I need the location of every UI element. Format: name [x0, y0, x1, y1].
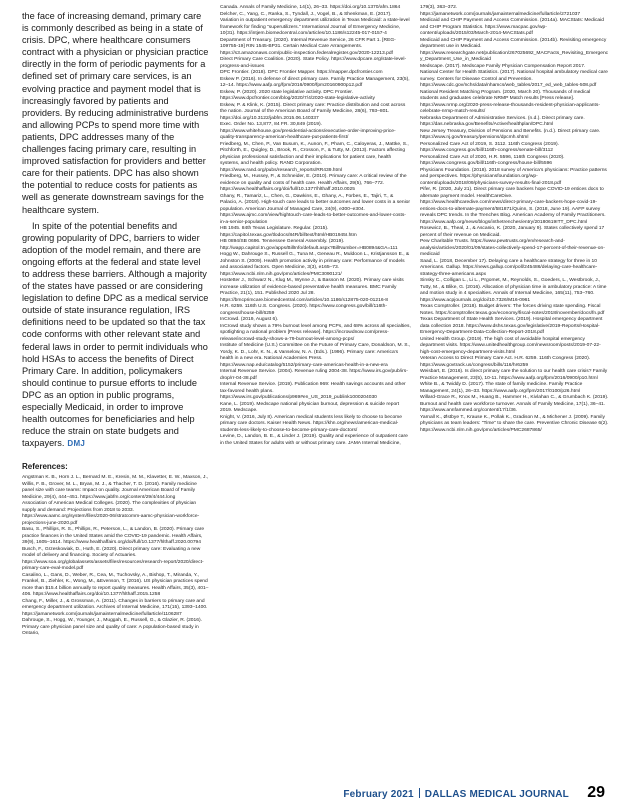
reference-item: Saad, L. (2018, December 17). Delaying care a healthcare strategy for three in 10 Americans. Gallup. https://news.gallup.com/poll/245486/delaying-care-healthcare-strategy-three-americans.aspx — [420, 258, 598, 277]
reference-item: Eskew, P. (2020). 2020 state legislative activity. DPC Frontier. https://www.dpcfrontier.com/blog/2020/7/4/2020-state-legislative-activity — [220, 89, 375, 101]
reference-item: Veteran Access to Direct Primary Care Act. H.R. 6259. 116th Congress (2020). https://www.govtrack.us/congress/bills/116/hr6259 — [420, 356, 591, 368]
reference-item: Eskew, P. & Klink, K. (2015). Direct primary care: Practice distribution and cost across the nation. Journal of the American Board of Family Medicine, 28(6), 793–801. https://doi.org/10.3122/jabfm.2015.06.140337 — [220, 102, 406, 121]
reference-item: H.R. 6259. 116th U.S. Congress. (2020). https://www.congress.gov/bill/116th-congress/house-bill/6259 — [220, 304, 387, 316]
reference-item: Department of Treasury. (2020). Internal Revenue Service, 26 CFR Part 1. [REG-109755-19] RIN 1545-BP31. Certain Medical Care Arrangements. https://s3.amazonaws.com/public-inspection.federalregister.gov/2020-12213.pdf — [220, 37, 396, 56]
reference-item: InCrowd study shows a 79% burnout level among PCPs, and 68% across all specialties, spotlighting a national problem [Press release]. https://incrowdnow.com/press-release/incrowd-study-shows-a-79-burnout-level-among-pcps/ — [220, 323, 411, 342]
reference-item: National Center for Health Statistics. (2017). National hospital ambulatory medical care survey. Centers for Disease Control and Prevention. https://www.cdc.gov/nchs/data/nhamcs/web_tables/2017_ed_web_tables-508.pdf — [420, 70, 608, 88]
reference-item: Levine, D., Landon, B. E., & Linder J. (2019). Quality and experience of outpatient care in the United States for adults with or without primary care. JAMA Internal Medicine, — [220, 434, 408, 446]
reference-item: Yarnall K., Østbye T., Krause K., Pollak K., Gradison M., & Michener J. (2009). Family physicians as team leaders: "Time" to share the care. Preventive Chronic Disease 6(2). https://www.ncbi.nlm.nih.gov/pmc/articles/PMC2687865/ — [420, 414, 609, 433]
reference-item: Busch, F., Grzeskowiak, D., Huth, E. (2020). Direct primary care: Evaluating a new model of delivery and financing. Society of Actuaries. https://www.soa.org/globalassets/assets/files/resources/research-report/2020/direct-primary-care-eval-model.pdf — [22, 546, 204, 572]
reference-item: Medicaid and CHIP Payment and Access Commission. (2014b). Revisiting emergency department use in Medicaid. https://www.researchgate.net/publication/267025692_MACFacts_Revisiting_Emergency_Department_Use_in_Medicaid — [420, 37, 609, 62]
reference-item: Internal Revenue Service. (2019). Publication 969: Health savings accounts and other tax-favored health plans. https://www.irs.gov/publications/p969#en_US_2019_publink1000204030 — [220, 382, 406, 400]
reference-item: Dahrouge, S., Hogg, W., Younger, J., Muggah, E., Russell, G., & Glazier, R. (2016). Primary care physician panel size and quality of care: A population-based study in Ontario, — [22, 618, 202, 637]
reference-item: Medicaid and CHIP Payment and Access Commission. (2014a). MACStats: Medicaid and CHIP Program Statistics. https://www.macpac.gov/wp-content/uploads/2015/03/March-2014-MACStats.pdf — [420, 18, 604, 36]
reference-item: Personalized Care Act of 2020, H.R. 5596, 116th Congress (2020). https://www.congress.gov/bill/116th-congress/house-bill/5596 — [420, 154, 565, 166]
reference-item: Kane, L. (2019). Medscape national physician burnout, depression & suicide report 2019. Medscape. — [220, 401, 400, 413]
reference-item: Eskew P. (2016). In defense of direct primary care. Family Practice Management, 23(5), 12–14. https://www.aafp.org/fpm/2016/0900/fpm20160900p12.pdf — [220, 76, 410, 88]
reference-item: Pew Charitable Trusts. https://www.pewtrusts.org/en/research-and-analysis/articles/2020/01/09/states-collectively-spend-17-percent-of-their-revenue-on-medicaid — [420, 239, 605, 257]
reference-list-right — [420, 5, 610, 434]
reference-item: Association of American Medical Colleges. (2020). The complexities of physician supply and demand: Projections from 2018 to 2033. https://www.aamc.org/system/files/2020-06/stratcomm-aamc-physician-workforce-projections-june-2020.pdf — [22, 501, 200, 526]
body-paragraph-2-text: In spite of the potential benefits and growing popularity of DPC, barriers to wider adoption of the model remain, and there are ongoing efforts at the federal and state level to address these barriers. Although a majority of the states have passed or are considering legislation to define DPC as a medical service outside of state insurance regulation, IRS definitions need to be updated so that the tax code conforms with other relevant state and federal laws in order to permit individuals who hold HSAs to access the benefits of Direct Primary Care. In addition, policymakers should continue to pursue efforts to include DPC as an option in public programs, especially Medicaid, in order to improve health outcomes for beneficiaries and help reduce the strain on state budgets and taxpayers. — [22, 220, 209, 449]
reference-item: Canada. Annals of Family Medicine, 14(1), 26–33. https://doi.org/10.1370/afm.1864 — [220, 5, 401, 10]
footer-issue-date: February 2021 — [343, 789, 414, 800]
column-middle — [220, 5, 411, 447]
reference-item: Pifer, R. (2020, July 21). Direct primary care backers hope COVID-19 entices docs to alternate payment model. HealthCareDive. https://www.healthcaredive.com/news/direct-primary-care-backers-hope-covid-19-entices-docs-to-alternate-payment/581871/Quinn, S. (2018, June 19). AAFP survey reveals DPC trends. In the Trenches Blog. American Academy of Family Practitioners. https://www.aafp.org/news/blogs/inthetrenches/entry/20180619ITT_DPC.html — [420, 187, 606, 225]
body-paragraph-1: the face of increasing demand, primary care is commonly described as being in a state of crisis. DPC, where healthcare consumers contract with a physician or physician practice directly in the form of periodic payments for a defined set of primary care services, is an evolving practice and payment model that is increasingly favored by patients and providers. By reducing administrative burdens and allowing PCPs to spend more time with patients, DPC addresses many of the challenges facing primary care, resulting in improved satisfaction for providers and better care for their patients. DPC has also shown the potential to reduce costs for patients as well as generate downstream savings for the healthcare system. — [22, 11, 209, 215]
reference-item: HB 1945. 84th Texas Legislature. Regular. (2015). https://capitol.texas.gov/tlodocs/84R/billtext/html/HB01945I.htm — [220, 226, 357, 238]
reference-item: Texas Comptroller. (2018). Budget drivers: The forces driving state spending. Fiscal Notes. https://comptroller.texas.gov/economy/fiscal-notes/2018/november/docs/fn.pdf — [420, 304, 605, 316]
footer-line — [343, 788, 569, 800]
reference-item: Friedberg, M., Chen, P., Van Busum, K., Aunon, F., Pham, C., Caloyeras, J., Mattke, S., Pitchforth, E., Quigley, D., Brook, R., Crosson, F., & Tutty, M. (2013). Factors affecting physician professional satisfaction and their implications for patient care, health systems, and health policy. RAND Corporation. https://www.rand.org/pubs/research_reports/RR439.html — [220, 141, 409, 173]
reference-list-middle — [220, 5, 411, 447]
reference-item: Physicians Foundation. (2018). 2018 survey of America's physicians: Practice patterns and perspectives. https://physiciansfoundation.org/wp-content/uploads/2018/09/physicians-survey-results-final-2018.pdf — [420, 167, 607, 186]
reference-item: 179(3), 363–372. https://jamanetwork.com/journals/jamainternalmedicine/fullarticle/2721037 — [420, 5, 581, 17]
reference-item: Nebraska Department of Administrative Services. (n.d.). Direct primary care. https://das.nebraska.gov/Benefits/Active/healthplan/DPC.html — [420, 115, 585, 127]
page-number: 29 — [587, 784, 605, 801]
reference-item: Rosewicz, B., Theal, J., & Ascanio, K. (2020, January 9). States collectively spend 17 percent of their revenue on Medicaid. — [420, 226, 605, 238]
reference-item: Texas Department of State Health Services. (2019). Hospital emergency department data collection 2018. https://www.dshs.texas.gov/legislative/2019-Reports/Hospital-Emergency-Department-Data-Collection-Report-2018.pdf — [420, 317, 603, 335]
reference-item: Sinsky C., Colligan L., Li L., Prgomet, M., Reynolds, S., Goeders, L., Westbrook, J., Tutty, M., & Blike, G. (2016). Allocation of physician time in ambulatory practice: A time and motion study in 4 specialties. Annals of Internal Medicine, 165(11), 753–760. https://www.acpjournals.org/doi/10.7326/M16-0961 — [420, 278, 607, 303]
reference-item: United Health Group. (2019). The high cost of avoidable hospital emergency department visits. https://www.unitedhealthgroup.com/newsroom/posts/2019-07-22-high-cost-emergency-department-visits.html — [420, 336, 601, 355]
end-mark: DMJ — [67, 439, 86, 449]
reference-list-left — [22, 475, 210, 638]
reference-item: DPC Frontier. (2018). DPC Frontier Mapper. https://mapper.dpcfrontier.com — [220, 70, 383, 75]
column-right — [420, 5, 610, 434]
reference-item: Institute of Medicine (U.S.) Committee on the Future of Primary Care, Donaldson, M. S., Yordy, K. D., Lohr, K. N., & Vanselow, N. A. (Eds.). (1996). Primary care: America's health in a new era. National Academies Press. https://www.nap.edu/catalog/5152/primary-care-americas-health-in-a-new-era — [220, 343, 411, 368]
body-paragraph-2 — [22, 220, 210, 451]
reference-item: Exec. Order No. 13,877, 84 FR. 30,849 (2019). https://www.whitehouse.gov/presidential-actions/executive-order-improving-price-quality-transparency-american-healthcare-put-patients-first/ — [220, 122, 396, 140]
reference-item: Hogg W., Dahrouge S., Russell G., Tuna M., Geneau R., Muldoon L., Kristjansson E., & Johnston S. (2009). Health promotion activity in primary care: Performance of models and associated factors. Open Medicine, 3(3), e165–73. https://www.ncbi.nlm.nih.gov/pmc/articles/PMC3090121/ — [220, 252, 410, 277]
reference-item: Ghany, R., Tamariz, L., Chen, G., Dawkins, E., Ghany, A., Forbes, E., Tajiri, T., & Palacio, A. (2018). High-touch care leads to better outcomes and lower costs in a senior population. American Journal of Managed Care, 24(9), e300–e304. https://www.ajmc.com/view/hightouch-care-leads-to-better-outcomes-and-lower-costs-in-a-senior-population — [220, 193, 411, 225]
reference-item: Angstman K. B., Horn J. L., Bernard M. E., Kresin, M. M., Klavetter, E. W., Maxson, J., Willis, F. B., Grover, M. L., Bryan, M. J., & Thacher, T. D. (2016). Family medicine panel size with care teams: Impact on quality. Journal American Board of Family Medicine, 29(4), 444–451. https://www.jabfm.org/content/29/4/444.long — [22, 475, 209, 500]
references-heading: References: — [22, 462, 68, 472]
reference-item: Delcher, C., Yang, C., Ranka, S., Tyndall, J., Vogel, B., & Shenkman, E. (2017). Variation in outpatient emergency department utilization in Texas Medicaid: a state-level framework for finding "superutilizers." International Journal of Emergency Medicine, 10(31). https://intjem.biomedcentral.com/articles/10.1186/s12245-017-0157-4 — [220, 11, 410, 36]
page-footer — [0, 781, 625, 808]
footer-publication-name: DALLAS MEDICAL JOURNAL — [424, 789, 569, 800]
reference-item: Friedberg, M., Hussey, P., & Schneider, E. (2010). Primary care: A critical review of the evidence on quality and costs of health care. Health Affairs, 29(5), 766–772. https://www.healthaffairs.org/doi/full/10.1377/hlthaff.2010.0025 — [220, 174, 407, 192]
footer-separator — [419, 788, 420, 798]
reference-item: Personalized Care Act of 2019, S. 3112. 116th Congress (2019). https://www.congress.gov/bill/116th-congress/senate-bill/3112 — [420, 141, 560, 153]
reference-item: White B., & Twiddy D. (2017). The state of family medicine. Family Practice Management, 24(1), 26–33. https://www.aafp.org/fpm/2017/0100/p26.html — [420, 382, 583, 394]
reference-item: National Resident Matching Program. (2020, March 20). Thousands of medical students and graduates celebrate NRMP Match results [Press release]. https://www.nrmp.org/2020-press-release-thousands-resident-physician-applicants-celebrate-nrmp-match-results/ — [420, 89, 600, 114]
reference-item: HB 0894/SB 0696. Tennessee General Assembly. (2019). http://wapp.capitol.tn.gov/apps/BillInfo/default.aspx?BillNumber=HB0894&GA=111 — [220, 239, 398, 251]
reference-item: Willard-Grace R., Knox M., Huang B., Hammer H., Kivlahan C., & Grumbach K. (2019). Burnout and health care workforce turnover. Annals of Family Medicine, 17(1), 36–41. https://www.annfammed.org/content/17/1/36. — [420, 395, 609, 413]
reference-item: Casalino, L., Gans, D., Weber, R., Cea, M., Tuchovsky, A., Bishop, T., Miranda, Y., Frankel, B., Ziehler, K., Wong, M., &Evenson, T. (2016). US physician practices spend more than $15.4 billion annually to report quality measures. Health Affairs, 35(3), 401–406. https://www.healthaffairs.org/doi/10.1377/hlthaff.2015.1258 — [22, 572, 209, 598]
reference-item: InCrowd. (2019, August 6). — [220, 317, 279, 322]
column-left — [22, 10, 210, 638]
reference-item: Hostetter J., Schwarz N., Klug M., Wynne J., & Basson M. (2020). Primary care visits increase utilization of evidence-based preventative health measures. BMC Family Practice, 21(1), 151. Published 2020 Jul 28. https://bmcprimcare.biomedcentral.com/articles/10.1186/s12875-020-01216-8 — [220, 278, 404, 303]
reference-item: Medscape. (2017). Medscape Family Physician Compensation Report 2017. — [420, 63, 586, 69]
reference-item: Knight, V. (2016, July 8). American medical students less likely to choose to become primary care doctors. Kaiser Health News. https://khn.org/news/american-medical-students-less-likely-to-choose-to-become-primary-care-doctors/ — [220, 414, 402, 433]
reference-item: Weisbart, E. (2016). Is direct primary care the solution to our health care crisis? Family Practice Management, 23(5), 10-11. https://www.aafp.org/fpm/2016/0900/p10.html — [420, 369, 608, 381]
reference-item: Internal Revenue Service. (2004). Revenue ruling 2004-38. https://www.irs.gov/pub/irs-drop/rr-04-38.pdf — [220, 369, 408, 381]
reference-item: New Jersey Treasury, Division of Pensions and Benefits. (n.d.). Direct primary care. https://www.nj.gov/treasury/pensions/dpcmh.shtml — [420, 128, 601, 140]
reference-item: Direct Primary Care Coalition. (2020). State Policy. https://www.dpcare.org/state-level-progress-and-issues — [220, 57, 407, 69]
reference-item: Chang, F., Miller, J., & Grossman, A. (2011). Changes in barriers to primary care and emergency department utilization. Archives of Internal Medicine, 171(15), 1393–1400. https://jamanetwork.com/journals/jamainternalmedicine/fullarticle/1106287 — [22, 598, 208, 617]
reference-item: Basu, S., Phillips, R. S., Phillips, R., Peterson, L., & Landon, B. (2020). Primary care practice finances in the United States amid the COVID-19 pandemic. Health Affairs, 39(9), 1605–1614. https://www.healthaffairs.org/doi/full/10.1377/hlthaff.2020.00794 — [22, 527, 205, 546]
